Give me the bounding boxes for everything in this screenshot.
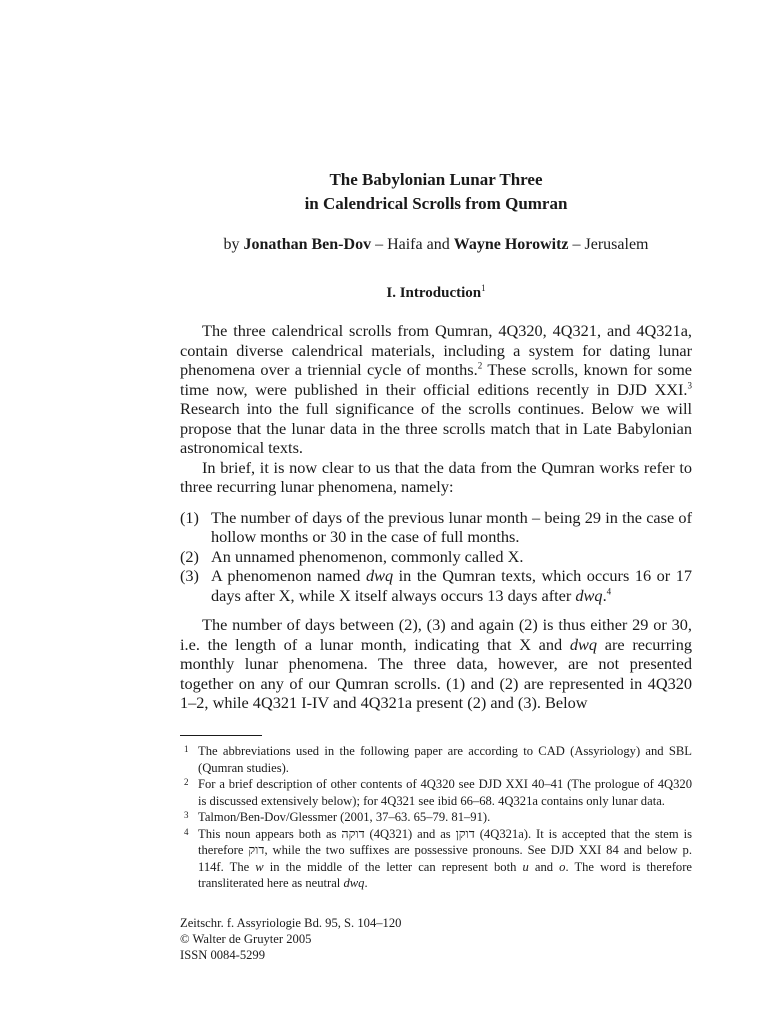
list-item	[180, 547, 692, 567]
list-item-number: (3)	[180, 566, 199, 585]
footnote-text-g: . The word is therefore transliterated here as neutral	[198, 859, 693, 890]
paragraph-1-text-a: The three calendrical scrolls from Qumran, 4Q320, 4Q321, and 4Q321a, contain diverse calendrical materials, including a system for dating lunar phenomena over a triennial cycle of months.	[180, 321, 692, 379]
term-dwq: dwq	[343, 876, 365, 890]
hebrew-word: דוקה	[341, 825, 365, 841]
hebrew-word: דוק	[248, 842, 265, 857]
footnote-number: 1	[184, 744, 189, 754]
paragraph-3	[180, 615, 692, 713]
list-item-text: An unnamed phenomenon, commonly called X.	[211, 546, 524, 566]
list-item	[180, 508, 692, 547]
footnote-ref-4: 4	[606, 586, 612, 597]
footnote-ref-3: 3	[687, 380, 692, 391]
list-item-number: (2)	[180, 546, 199, 566]
byline-prefix: by	[223, 236, 240, 253]
footnote-text: Talmon/Ben-Dov/Glessmer (2001, 37–63. 65–79. 81–91).	[198, 810, 491, 824]
paragraph-1	[180, 321, 692, 458]
journal-imprint	[180, 915, 401, 963]
title-line-1: The Babylonian Lunar Three	[329, 170, 543, 189]
imprint-copyright: © Walter de Gruyter 2005	[180, 932, 312, 946]
footnote-number: 2	[184, 777, 189, 787]
term-dwq: dwq	[569, 634, 598, 654]
list-item-text: The number of days of the previous lunar month – being 29 in the case of hollow months or 30 in the case of full months.	[211, 507, 692, 546]
footnote-number: 4	[184, 826, 189, 837]
author-1: Jonathan Ben-Dov	[243, 236, 372, 253]
paragraph-1-text-c: Research into the full significance of the scrolls continues. Below we will propose that the lunar data in the three scrolls match that in Late Babylonian astronomical texts.	[180, 399, 692, 457]
footnote-3	[180, 809, 692, 826]
footnote-text: For a brief description of other contents of 4Q320 see DJD XXI 40–41 (The prologue of 4Q320 is discussed extensively below); for 4Q321 see ibid 66–68. 4Q321a contains only lunar data.	[198, 777, 692, 808]
list-item	[180, 566, 692, 605]
footnote-text-e: in the middle of the letter can represent both	[263, 859, 523, 874]
footnote-4	[180, 826, 692, 892]
footnote-divider	[180, 735, 262, 736]
affiliation-1: – Haifa and	[375, 236, 450, 253]
list-item-text-c: .	[602, 585, 607, 605]
list-item-text-b: in the Qumran texts, which occurs 16 or 17 days after X, while X itself always occurs 13 days after	[211, 566, 692, 605]
footnote-ref-1: 1	[481, 283, 486, 293]
footnote-2	[180, 776, 692, 809]
footnote-number: 3	[184, 810, 189, 820]
imprint-journal: Zeitschr. f. Assyriologie Bd. 95, S. 104–120	[180, 916, 402, 930]
footnote-ref-2: 2	[477, 360, 483, 371]
footnote-text-f: and	[528, 859, 560, 874]
term-dwq: dwq	[575, 585, 603, 605]
footnote-text: The abbreviations used in the following paper are according to CAD (Assyriology) and SBL (Qumran studies).	[198, 744, 692, 775]
author-2: Wayne Horowitz	[453, 236, 569, 253]
footnote-text-h: .	[364, 876, 368, 890]
list-item-number: (1)	[180, 507, 199, 527]
paragraph-3-text-b: are recurring monthly lunar phenomena. The three data, however, are not presented together on any of our Qumran scrolls. (1) and (2) are represented in 4Q320 1–2, while 4Q321 I-IV and 4Q321a present (2) and (3). Below	[180, 634, 692, 712]
phenomena-list	[180, 508, 692, 606]
title-line-2: in Calendrical Scrolls from Qumran	[304, 194, 568, 213]
paragraph-2: In brief, it is now clear to us that the data from the Qumran works refer to three recurring lunar phenomena, namely:	[180, 457, 692, 496]
section-heading-text: I. Introduction	[386, 285, 482, 301]
footnote-1	[180, 743, 692, 776]
italic-letter: o	[559, 859, 566, 874]
footnote-text-a: This noun appears both as	[198, 826, 342, 841]
italic-letter: w	[255, 859, 264, 874]
footnote-text-c: (4Q321a). It is accepted that the stem is therefore	[198, 826, 692, 857]
article-title	[180, 168, 692, 216]
italic-letter: u	[522, 859, 529, 874]
term-dwq: dwq	[365, 566, 394, 585]
affiliation-2: – Jerusalem	[572, 236, 649, 253]
list-item-text-a: A phenomenon named	[211, 566, 366, 585]
paragraph-3-text-a: The number of days between (2), (3) and again (2) is thus either 29 or 30, i.e. the length of a lunar month, indicating that X and	[180, 615, 692, 654]
imprint-issn: ISSN 0084-5299	[180, 948, 266, 962]
author-byline	[180, 234, 692, 256]
footnotes	[180, 743, 692, 892]
body-text	[180, 321, 692, 713]
section-heading	[180, 283, 692, 303]
paragraph-1-text-b: These scrolls, known for some time now, were published in their official editions recently in DJD XXI.	[180, 360, 692, 399]
hebrew-word: דוקן	[455, 825, 475, 841]
footnote-text-d: , while the two suffixes are possessive pronouns. See DJD XXI 84 and below p. 114f. The	[198, 843, 693, 874]
footnote-text-b: (4Q321) and as	[364, 826, 456, 841]
